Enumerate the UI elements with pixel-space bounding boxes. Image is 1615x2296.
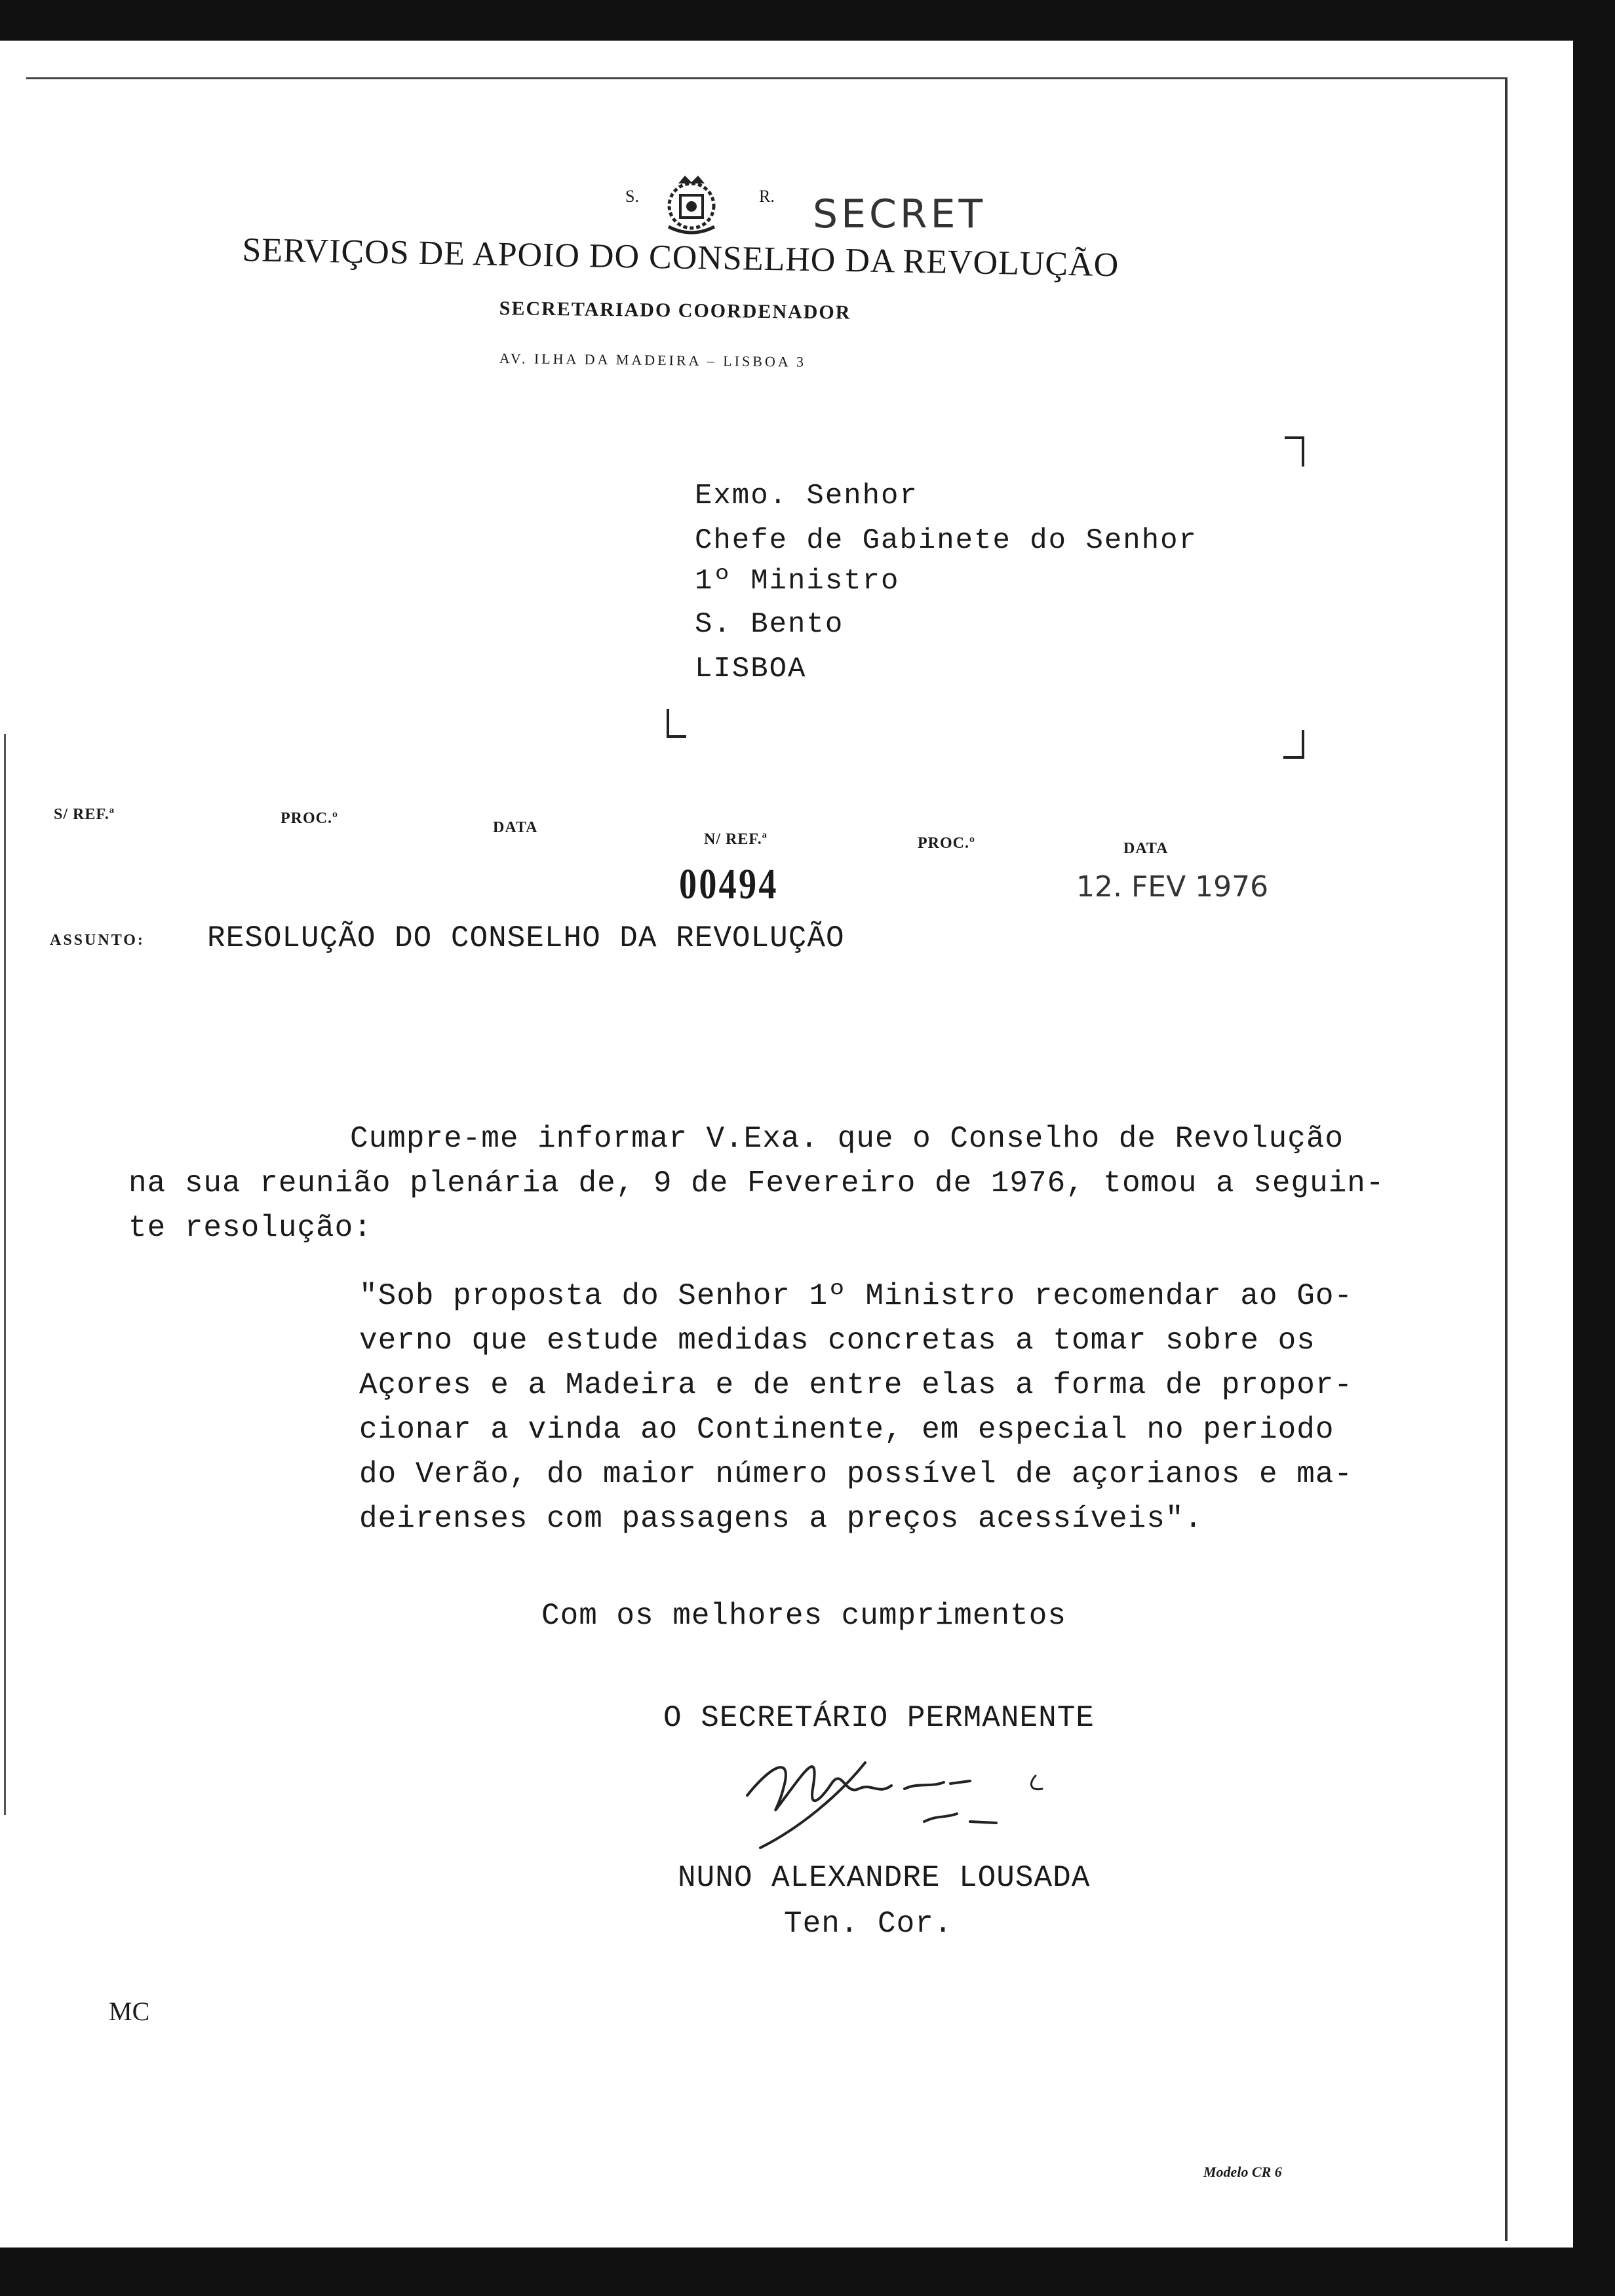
organization-address: AV. ILHA DA MADEIRA – LISBOA 3 — [499, 350, 807, 370]
organization-name: SERVIÇOS DE APOIO DO CONSELHO DA REVOLUÇÃO — [241, 231, 1119, 284]
page-edge-top — [26, 77, 1508, 79]
date-label: DATA — [493, 819, 538, 836]
page-edge-right — [1505, 79, 1508, 2241]
form-model-id: Modelo CR 6 — [1203, 2164, 1282, 2180]
date-label: DATA — [1123, 840, 1169, 857]
quote-line: "Sob proposta do Senhor 1º Ministro recomendar ao Go- — [359, 1279, 1353, 1313]
typist-initials: MC — [109, 1997, 150, 2026]
body-line: Cumpre-me informar V.Exa. que o Conselho de Revolução — [350, 1122, 1344, 1156]
recipient-line: Chefe de Gabinete do Senhor — [695, 524, 1197, 557]
subject-value: RESOLUÇÃO DO CONSELHO DA REVOLUÇÃO — [207, 921, 845, 955]
quote-line: do Verão, do maior número possível de açorianos e ma- — [359, 1457, 1353, 1491]
address-corner-mark — [667, 735, 686, 738]
subject-label: ASSUNTO: — [50, 932, 145, 949]
recipient-line: Exmo. Senhor — [695, 480, 918, 512]
signatory-title: O SECRETÁRIO PERMANENTE — [663, 1701, 1095, 1735]
scan-border-bottom — [0, 2248, 1615, 2296]
coat-of-arms-icon — [655, 168, 728, 240]
reference-number: 00494 — [679, 860, 779, 908]
address-corner-mark — [667, 709, 669, 738]
scan-border-right — [1573, 41, 1615, 2248]
proc-label: PROC.º — [918, 835, 975, 852]
emblem-right-letter: R. — [759, 187, 775, 206]
quote-line: verno que estude medidas concretas a tomar sobre os — [359, 1324, 1315, 1358]
closing-line: Com os melhores cumprimentos — [541, 1599, 1066, 1633]
quote-line: deirenses com passagens a preços acessíveis". — [359, 1502, 1203, 1536]
department-name: SECRETARIADO COORDENADOR — [499, 297, 851, 324]
signatory-rank: Ten. Cor. — [784, 1907, 953, 1941]
handwritten-signature — [721, 1736, 1088, 1861]
emblem-left-letter: S. — [625, 187, 639, 206]
quote-line: Açores e a Madeira e de entre elas a forma de propor- — [359, 1368, 1353, 1402]
body-line: na sua reunião plenária de, 9 de Fevereiro de 1976, tomou a seguin- — [128, 1166, 1385, 1200]
page-edge-left — [4, 734, 6, 1815]
quote-line: cionar a vinda ao Continente, em especial no periodo — [359, 1413, 1334, 1447]
sender-ref-label: S/ REF.ª — [54, 806, 115, 823]
body-line: te resolução: — [128, 1211, 372, 1245]
recipient-line: 1º Ministro — [695, 565, 900, 598]
our-ref-label: N/ REF.ª — [704, 831, 768, 848]
recipient-line: LISBOA — [695, 653, 807, 685]
signatory-name: NUNO ALEXANDRE LOUSADA — [678, 1861, 1091, 1895]
secret-stamp: SECRET — [813, 191, 986, 237]
proc-label: PROC.º — [281, 810, 338, 827]
date-stamp: 12. FEV 1976 — [1076, 870, 1269, 904]
address-corner-mark — [1283, 756, 1304, 759]
scan-border-top — [0, 0, 1615, 41]
recipient-line: S. Bento — [695, 608, 844, 641]
address-corner-mark — [1302, 436, 1304, 467]
address-corner-mark — [1302, 730, 1304, 759]
